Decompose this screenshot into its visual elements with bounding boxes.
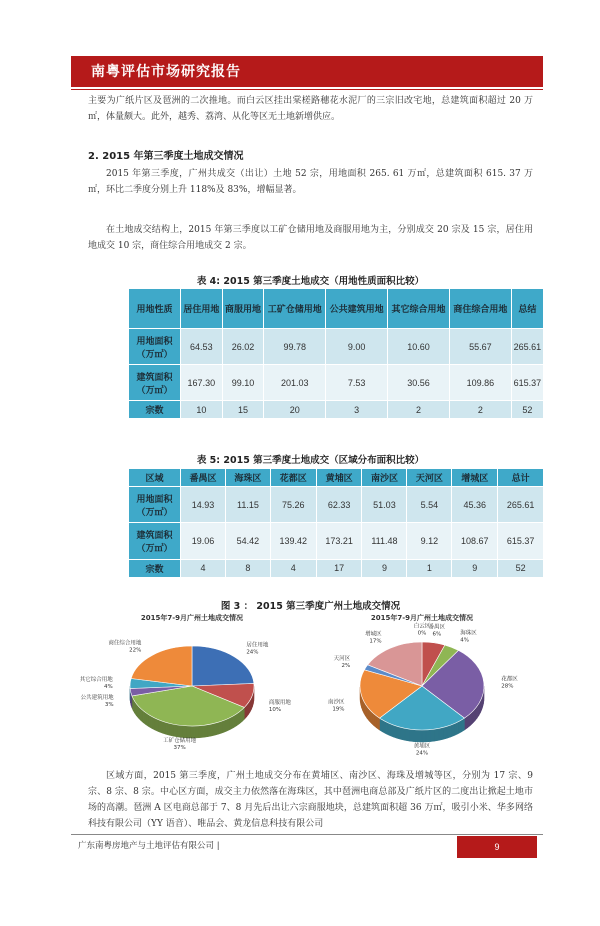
pie-slice-side [426,730,430,742]
table-row [129,559,544,577]
table-cell: 15 [222,401,264,419]
table-cell: 54.42 [225,523,270,559]
pie-label-category: 白云区 [413,623,431,630]
pie-title: 2015年7-9月广州土地成交情况 [370,614,474,622]
pie-slice-side [178,725,182,738]
pie-slice [192,646,254,686]
pie-label-percent: 22% [129,647,142,654]
pie-slice-side [170,723,174,736]
pie-slice-side [435,728,439,741]
table-header-cell: 商服用地 [222,289,264,329]
pie-label-percent: 24% [415,750,429,757]
table-cell: 108.67 [452,523,498,559]
table-cell: 14.93 [181,487,226,523]
report-title: 南粤评估市场研究报告 [91,64,241,80]
pie-label-category: 南沙区 [328,699,345,706]
paragraph-transaction-structure: 在土地成交结构上，2015 年第三季度以工矿仓储用地及商服用地为主，分别成交 20 宗及 15 宗，居住用地成交 10 宗，商住综合用地成交 2 宗。 [88,225,533,251]
pie-label-category: 黄埔区 [413,743,431,750]
pie-label-category: 增城区 [365,631,382,638]
pie-label-category: 商住综合用地 [108,640,142,647]
paragraph-district-analysis: 区域方面，2015 第三季度，广州土地成交分布在黄埔区、南沙区、海珠及增城等区，分别为 17 宗、9 宗、8 宗、8 宗。中心区方面，成交主力依然落在海珠区，其中琶洲电商总部及广纸片区的二度出让掀起土地市场的高潮。琶洲 A 区电商总部于 7、8 月先后出让六宗商服地块，总建筑面积超 36 万㎡，吸引小米、华多网络科技有限公司（YY 语音）、唯品会、黄龙信息科技有限公司 [88,771,533,829]
pie-slice-side [430,729,434,742]
table-cell: 19.06 [181,523,226,559]
pie-slice-side [414,730,418,742]
pie-label-percent: 3% [104,702,114,709]
table-cell: 5.54 [407,487,452,523]
pie-label-percent: 19% [332,706,345,713]
table-cell: 9.00 [326,329,388,365]
pie-slice-side [149,715,152,729]
table-cell: 26.02 [222,329,264,365]
table-cell: 4 [181,559,226,577]
table-cell: 51.03 [362,487,407,523]
pie-slice-side [439,727,443,740]
table-cell: 62.33 [316,487,362,523]
table-header-cell: 增城区 [452,469,498,487]
pie-slice-side [155,718,158,732]
pie-slice-side [447,725,451,738]
row-label: 用地面积（万㎡） [129,487,181,523]
pie-slice-side [146,713,149,727]
pie-slice-side [397,726,401,739]
table-cell: 615.37 [511,365,543,401]
table-cell: 45.36 [452,487,498,523]
table-cell: 9 [452,559,498,577]
pie-label-percent: 28% [501,683,514,690]
pie-slice-side [159,720,163,733]
pie-label-percent: 4% [104,683,113,690]
table-row [129,401,544,419]
table-cell: 1 [407,559,452,577]
table-cell: 52 [511,401,543,419]
pie-slice-side [230,716,233,730]
pie-slice-side [443,726,447,739]
table-header-cell: 用地性质 [129,289,181,329]
pie-slice-side [451,724,455,737]
table4-land-use [128,288,544,419]
table5-district [128,468,544,578]
pie-chart-land-use [79,610,292,760]
pie-label-percent: 10% [268,706,282,713]
pie-label-percent: 0% [417,630,427,637]
table-cell: 9.12 [407,523,452,559]
table-row [129,329,544,365]
pie-chart-land-use-svg [79,610,292,760]
page-number: 9 [457,836,537,858]
pie-label-percent: 17% [369,638,382,645]
table-row [129,365,544,401]
pie-slice-side [203,725,207,738]
table-cell: 20 [264,401,326,419]
pie-slice-side [212,723,216,736]
pie-chart-district [322,610,522,760]
table-header-cell: 公共建筑用地 [326,289,388,329]
pie-label-percent: 2% [341,663,351,670]
table-cell: 2 [449,401,511,419]
pie-slice-side [422,730,426,742]
pie-slice-side [187,726,191,738]
table-cell: 111.48 [362,523,407,559]
pie-label-category: 番禺区 [428,624,446,631]
pie-slice-side [223,719,227,732]
table-header-cell: 海珠区 [225,469,270,487]
table-header-cell: 总结 [511,289,543,329]
table-cell: 9 [362,559,407,577]
table-cell: 52 [498,559,544,577]
pie-title: 2015年7-9月广州土地成交情况 [140,614,244,622]
table-cell: 10.60 [388,329,450,365]
paragraph-transactions-summary: 2015 年第三季度，广州共成交（出让）土地 52 宗，用地面积 265. 61 万㎡，总建筑面积 615. 37 万㎡，环比二季度分别上升 118%及 83%，增幅显著。 [88,169,533,195]
table-cell: 265.61 [498,487,544,523]
table5-caption: 表 5: 2015 第三季度土地成交（区域分布面积比较） [196,455,425,466]
pie-label-category: 海珠区 [460,630,477,637]
pie-label-category: 天河区 [333,656,351,663]
table-cell: 7.53 [326,365,388,401]
pie-slice-side [191,726,195,738]
pie-slice-side [409,729,413,742]
table-header-cell: 商住综合用地 [449,289,511,329]
pie-slice-side [199,725,203,737]
pie-slice-side [219,721,223,734]
pie-slice-side [216,722,220,735]
pie-chart-district-svg [322,610,522,760]
table-header-cell: 区域 [129,469,181,487]
table-header-cell: 番禺区 [181,469,226,487]
pie-label-category: 公共建筑用地 [80,695,114,702]
table-cell: 139.42 [270,523,316,559]
table-cell: 201.03 [264,365,326,401]
pie-slice-side [152,716,155,730]
pie-slice-side [401,727,405,740]
table-cell: 109.86 [449,365,511,401]
pie-slice-side [386,722,390,736]
pie-slice-side [418,730,422,742]
table-cell: 2 [388,401,450,419]
pie-label-percent: 4% [460,637,469,644]
table-header-cell: 其它综合用地 [388,289,450,329]
footer-divider [71,834,543,835]
table-cell: 11.15 [225,487,270,523]
pie-slice-side [174,724,178,737]
table-cell: 55.67 [449,329,511,365]
table-header-cell: 花都区 [270,469,316,487]
table-cell: 167.30 [181,365,223,401]
pie-slice-side [383,720,386,734]
report-header [71,56,543,87]
table-cell: 3 [326,401,388,419]
pie-label-category: 其它综合用地 [79,676,113,683]
table-header-cell: 工矿仓储用地 [264,289,326,329]
table-cell: 30.56 [388,365,450,401]
footer-company: 广东南粤房地产与土地评估有限公司 | [78,841,220,851]
pie-slice-side [390,724,394,737]
pie-slice-side [461,718,464,732]
table-row [129,487,544,523]
row-label: 建筑面积（万㎡） [129,523,181,559]
table-cell: 75.26 [270,487,316,523]
header-divider [71,89,543,90]
row-label: 宗数 [129,559,181,577]
pie-label-category: 商服用地 [268,699,291,706]
pie-slice-side [227,718,230,732]
pie-slice-side [380,718,383,732]
table-header-cell: 居住用地 [181,289,223,329]
pie-slice-side [182,726,186,738]
pie-label-percent: 24% [246,649,259,656]
pie-label-category: 工矿仓储用地 [163,737,197,744]
pie-label-percent: 6% [432,631,442,638]
pie-slice-side [195,726,199,738]
table-cell: 173.21 [316,523,362,559]
table-row [129,523,544,559]
table-header-row [129,469,544,487]
table-header-cell: 总计 [498,469,544,487]
table-cell: 64.53 [181,329,223,365]
table-cell: 8 [225,559,270,577]
row-label: 宗数 [129,401,181,419]
row-label: 用地面积（万㎡） [129,329,181,365]
pie-slice-side [208,724,212,737]
table-header-cell: 南沙区 [362,469,407,487]
section-title-transactions: 2. 2015 年第三季度土地成交情况 [88,151,244,162]
table-cell: 99.78 [264,329,326,365]
table-header-row [129,289,544,329]
row-label: 建筑面积（万㎡） [129,365,181,401]
pie-slice-side [458,720,461,734]
table-cell: 4 [270,559,316,577]
table-header-cell: 黄埔区 [316,469,362,487]
table-cell: 265.61 [511,329,543,365]
pie-slice-side [454,722,458,736]
pie-slice-side [393,725,397,738]
table-header-cell: 天河区 [407,469,452,487]
pie-slice-side [405,728,409,741]
table-cell: 17 [316,559,362,577]
pie-slice-side [162,721,166,734]
table-cell: 10 [181,401,223,419]
pie-label-category: 居住用地 [246,642,269,649]
table-cell: 615.37 [498,523,544,559]
table4-caption: 表 4: 2015 第三季度土地成交（用地性质面积比较） [196,276,425,287]
figure3-caption: 图 3 ： 2015 第三季度广州土地成交情况 [220,601,401,612]
pie-label-category: 花都区 [501,676,518,683]
pie-slice-side [233,714,236,728]
table-cell: 99.10 [222,365,264,401]
paragraph-supply: 主要为广纸片区及琶洲的二次推地。而白云区挂出棠槎路穗花水泥厂的三宗旧改宅地，总建筑面积超过 20 万㎡，体量颇大。此外，越秀、荔湾、从化等区无土地新增供应。 [88,96,533,122]
pie-slice-side [166,722,170,735]
pie-label-percent: 37% [173,744,186,751]
